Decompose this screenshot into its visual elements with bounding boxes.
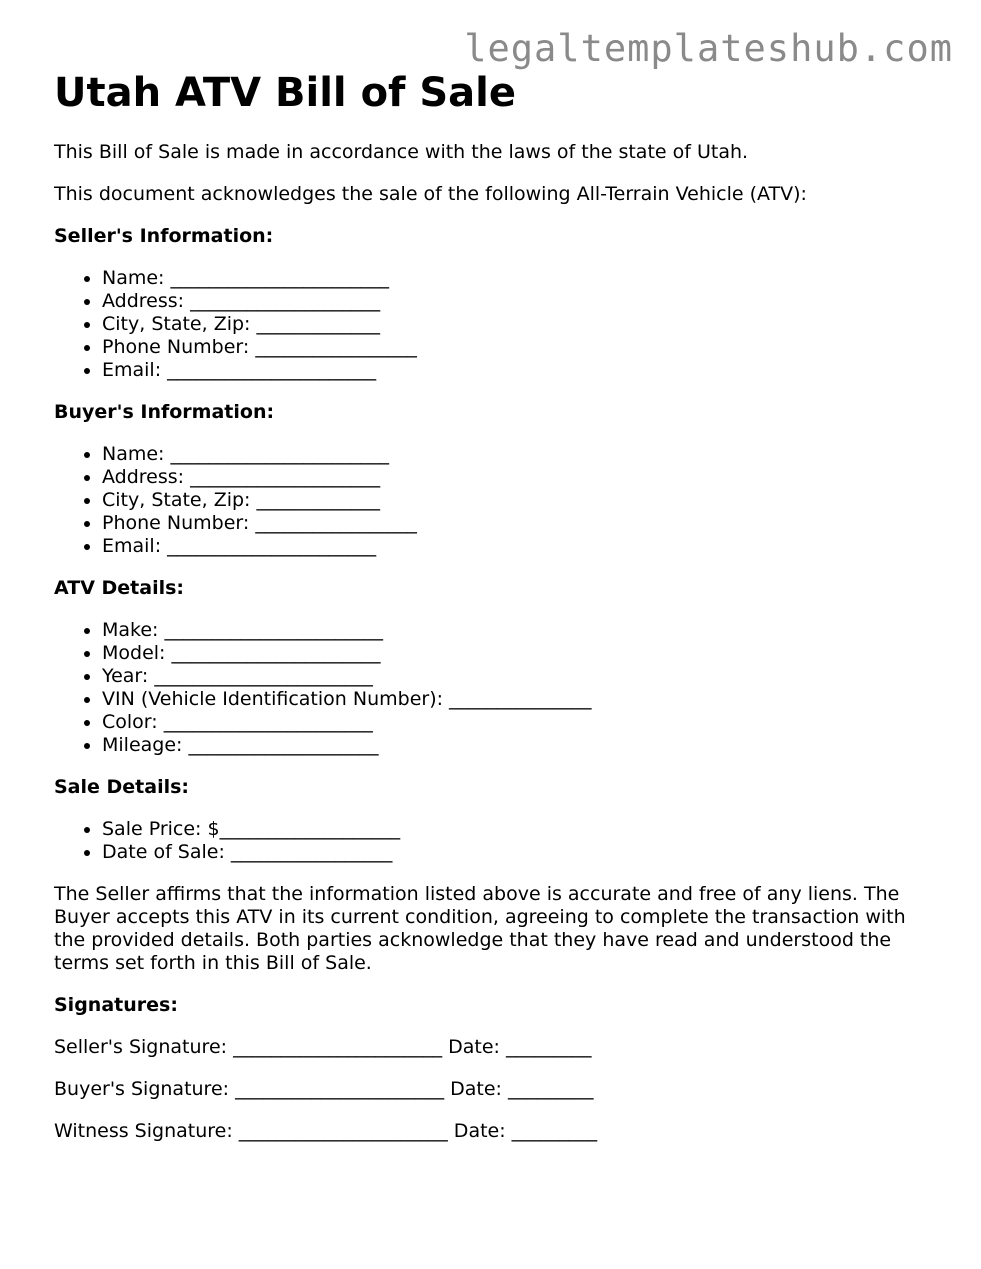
- atv-details-list: [54, 619, 934, 757]
- seller-phone-field: • Phone Number: _________________: [102, 336, 934, 359]
- atv-vin-field: • VIN (Vehicle Identification Number): _______________: [102, 688, 934, 711]
- seller-address-field: • Address: ____________________: [102, 290, 934, 313]
- affirmation-paragraph: The Seller affirms that the information listed above is accurate and free of any liens. The Buyer accepts this ATV in its current condition, agreeing to complete the transaction with the provided details. Both parties acknowledge that they have read and understood the terms set forth in this Bill of Sale.: [54, 883, 906, 974]
- atv-mileage-field: • Mileage: ____________________: [102, 734, 934, 757]
- witness-signature-line: Witness Signature: ______________________ Date: _________: [54, 1120, 598, 1142]
- watermark: legaltemplateshub.com: [464, 27, 953, 70]
- atv-model-field: • Model: ______________________: [102, 642, 934, 665]
- sale-price-field: • Sale Price: $___________________: [102, 818, 934, 841]
- seller-info-heading: Seller's Information:: [54, 225, 274, 247]
- atv-color-field: • Color: ______________________: [102, 711, 934, 734]
- page-title: Utah ATV Bill of Sale: [54, 70, 517, 116]
- document-page: [54, 70, 934, 1143]
- buyer-city-state-zip-field: • City, State, Zip: _____________: [102, 489, 934, 512]
- seller-signature-line: Seller's Signature: ______________________ Date: _________: [54, 1036, 592, 1058]
- atv-details-heading: ATV Details:: [54, 577, 185, 599]
- seller-city-state-zip-field: • City, State, Zip: _____________: [102, 313, 934, 336]
- seller-email-field: • Email: ______________________: [102, 359, 934, 382]
- buyer-info-list: [54, 443, 934, 558]
- buyer-address-field: • Address: ____________________: [102, 466, 934, 489]
- sale-details-list: [54, 818, 934, 864]
- buyer-email-field: • Email: ______________________: [102, 535, 934, 558]
- atv-year-field: • Year: _______________________: [102, 665, 934, 688]
- buyer-info-heading: Buyer's Information:: [54, 401, 275, 423]
- seller-info-list: [54, 267, 934, 382]
- buyer-name-field: • Name: _______________________: [102, 443, 934, 466]
- intro-paragraph-1: This Bill of Sale is made in accordance with the laws of the state of Utah.: [54, 141, 749, 163]
- buyer-signature-line: Buyer's Signature: ______________________ Date: _________: [54, 1078, 594, 1100]
- atv-make-field: • Make: _______________________: [102, 619, 934, 642]
- signatures-heading: Signatures:: [54, 994, 178, 1016]
- sale-details-heading: Sale Details:: [54, 776, 190, 798]
- buyer-phone-field: • Phone Number: _________________: [102, 512, 934, 535]
- sale-date-field: • Date of Sale: _________________: [102, 841, 934, 864]
- intro-paragraph-2: This document acknowledges the sale of the following All-Terrain Vehicle (ATV):: [54, 183, 807, 205]
- seller-name-field: • Name: _______________________: [102, 267, 934, 290]
